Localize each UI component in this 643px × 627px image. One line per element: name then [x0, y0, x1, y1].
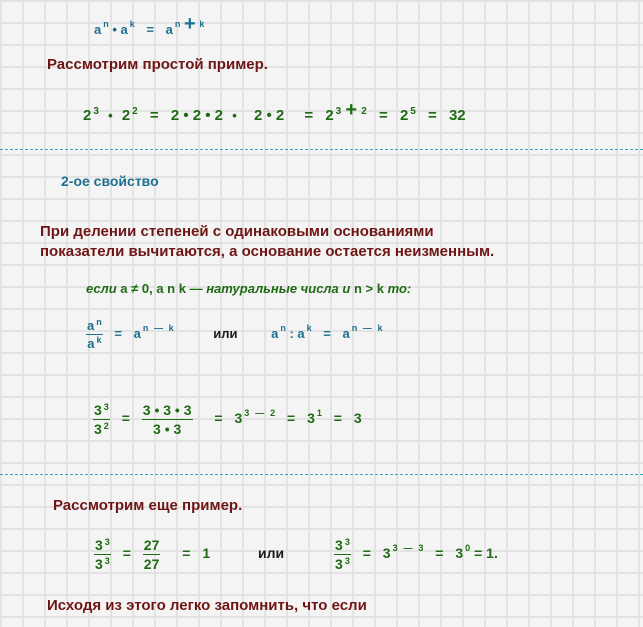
fraction: [86, 318, 103, 351]
section-divider: [0, 149, 643, 150]
condition-line: [86, 281, 411, 296]
condition-text: a n k: [156, 281, 186, 296]
result: 1.: [486, 545, 498, 562]
exponent: 0: [465, 543, 471, 554]
numerator-value: 27: [143, 537, 160, 553]
term: 2: [325, 107, 334, 124]
exponent: k: [306, 322, 312, 333]
minus-sign: —: [403, 543, 413, 554]
term: a: [297, 325, 305, 341]
term: 3: [307, 410, 315, 427]
equals-sign: =: [428, 107, 437, 124]
exponent: 3: [335, 106, 342, 117]
multiply-sign: •: [232, 108, 237, 123]
example-product: [83, 99, 466, 126]
equals-sign: =: [362, 545, 371, 562]
exponent: n: [174, 19, 181, 29]
section-title: 2-ое свойство: [61, 173, 159, 189]
term: a: [87, 318, 95, 333]
term: a: [94, 22, 102, 37]
example-zero-power: [94, 537, 498, 572]
expanded-denominator: 3 • 3: [142, 419, 193, 437]
multiply-sign: •: [108, 108, 113, 123]
equals-sign: =: [304, 107, 314, 124]
exponent: 3: [344, 537, 350, 547]
equals-sign: =: [286, 410, 296, 427]
equals-sign: =: [146, 22, 155, 37]
example-quotient: [93, 402, 362, 437]
minus-sign: —: [153, 322, 163, 333]
exponent: 3: [93, 106, 99, 117]
exponent: n: [142, 322, 149, 333]
term: 3: [382, 545, 391, 562]
heading-simple-example: Рассмотрим простой пример.: [47, 56, 268, 73]
exponent: k: [129, 19, 135, 29]
exponent: 3: [103, 402, 109, 412]
exponent: 1: [316, 408, 322, 419]
minus-sign: —: [362, 322, 372, 333]
expanded-product: 2 • 2: [253, 107, 285, 124]
term: 2: [83, 107, 92, 124]
exponent: k: [168, 322, 174, 333]
term: 3: [234, 410, 243, 427]
result: 32: [448, 107, 466, 124]
exponent: 2: [361, 106, 367, 117]
minus-sign: —: [255, 408, 265, 419]
rule-line-1: При делении степеней с одинаковыми основаниями: [40, 223, 434, 240]
equals-sign: =: [149, 107, 159, 124]
result: 3: [353, 410, 362, 427]
rule-line-2: показатели вычитаются, а основание остается неизменным.: [40, 243, 495, 260]
equals-sign: =: [323, 325, 331, 341]
expanded-product: 2 • 2 • 2: [170, 107, 224, 124]
equals-sign: =: [379, 107, 388, 124]
term: a: [271, 325, 279, 341]
term: 2: [399, 107, 409, 124]
exponent: n: [351, 322, 358, 333]
equals-sign: =: [333, 410, 342, 427]
or-word: или: [213, 325, 238, 341]
section-divider: [0, 474, 643, 475]
fraction: [93, 402, 110, 437]
exponent: 5: [410, 106, 416, 117]
term: 3: [95, 556, 103, 572]
exponent: n: [280, 322, 286, 333]
fraction: [142, 402, 193, 437]
term: 3: [95, 537, 103, 553]
denominator-value: 27: [143, 556, 160, 572]
equals-sign: =: [435, 545, 444, 562]
term: 3: [335, 556, 343, 572]
equals-sign: =: [474, 545, 483, 562]
exponent: 3: [344, 556, 350, 566]
exponent: 3: [392, 543, 398, 554]
expanded-numerator: 3 • 3 • 3: [142, 402, 192, 418]
equals-sign: =: [214, 410, 223, 427]
divide-sign: :: [289, 325, 294, 341]
equals-sign: =: [182, 545, 191, 562]
term: 3: [94, 421, 102, 437]
term: a: [342, 325, 350, 341]
condition-text: то:: [387, 281, 412, 296]
or-word: или: [258, 545, 285, 562]
exponent: 3: [104, 556, 110, 566]
exponent: 2: [270, 408, 276, 419]
result: 1: [202, 545, 211, 562]
fraction: [143, 537, 161, 572]
exponent: n: [103, 19, 109, 29]
exponent: k: [199, 19, 205, 29]
exponent: 3: [104, 537, 110, 547]
condition-text: a ≠ 0,: [120, 281, 153, 296]
term: a: [165, 22, 173, 37]
condition-text: если: [86, 281, 117, 296]
exponent: k: [96, 335, 102, 345]
condition-text: — натуральные числа и: [189, 281, 351, 296]
exponent: 3: [244, 408, 250, 419]
term: a: [120, 22, 128, 37]
plus-sign: +: [184, 13, 196, 35]
fraction: [334, 537, 351, 572]
exponent: n: [96, 317, 102, 327]
fraction: [94, 537, 111, 572]
footer-text: Исходя из этого легко запомнить, что если: [47, 597, 367, 614]
equals-sign: =: [114, 325, 122, 341]
multiply-sign: •: [112, 22, 117, 37]
term: 3: [335, 537, 343, 553]
exponent: 3: [418, 543, 424, 554]
plus-sign: +: [345, 99, 358, 121]
heading-another-example: Рассмотрим еще пример.: [53, 497, 243, 514]
exponent: 2: [132, 106, 138, 117]
formula-quotient-rule: [86, 318, 383, 351]
exponent: 2: [103, 421, 109, 431]
term: a: [133, 325, 141, 341]
equals-sign: =: [121, 410, 130, 427]
term: 3: [94, 402, 102, 418]
term: 2: [121, 107, 131, 124]
term: a: [87, 336, 95, 351]
term: 3: [455, 545, 464, 562]
formula-product-rule: [94, 13, 205, 40]
condition-text: n > k: [353, 281, 384, 296]
exponent: k: [377, 322, 383, 333]
equals-sign: =: [122, 545, 131, 562]
